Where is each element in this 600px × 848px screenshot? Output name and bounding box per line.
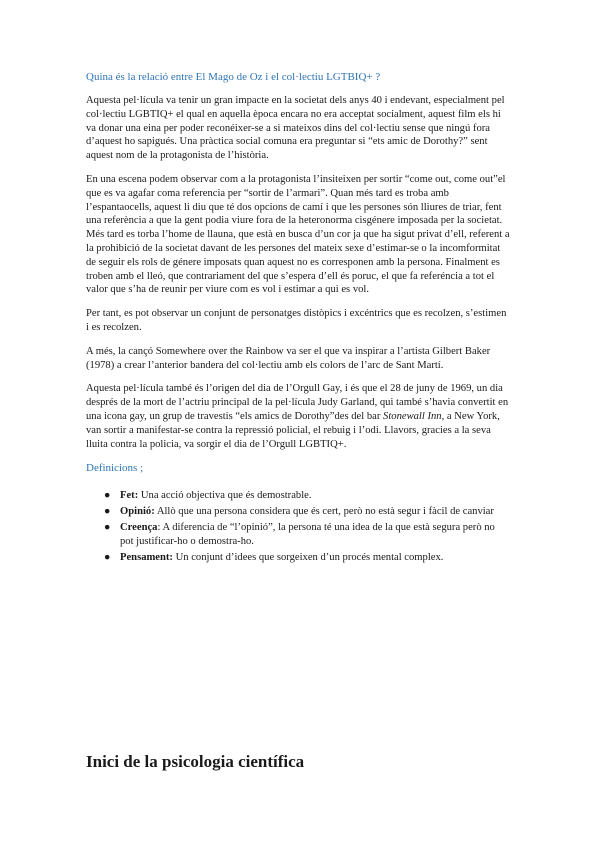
bullet-icon: ● bbox=[104, 490, 111, 502]
bullet-icon: ● bbox=[104, 551, 111, 563]
paragraph-rainbow: A més, la cançó Somewhere over the Rainbow va ser el que va inspirar a l’artista Gilbert Baker (1978) a crear l’anterior bandera del col·lectiu amb els colors de l’arc de Sant Martí. bbox=[86, 345, 491, 371]
bullet-icon: ● bbox=[104, 506, 111, 518]
section-heading: Inici de la psicologia científica bbox=[86, 752, 305, 771]
definition-item-opinio bbox=[86, 505, 511, 519]
pride-text-end: , a New York, van sortir a manifestar-se contra la repressió policial, el rebuig i l’odi. Llavors, gracies a la seva lluita contra la policia, va sorgir el dia de l’Orgull LGBTIQ+. bbox=[86, 410, 500, 450]
definition-text: : A diferencia de “l’opinió”, la persona té una idea de la que està segura però no pot justificar-ho o demostra-ho. bbox=[120, 521, 495, 547]
definition-term: Opinió: bbox=[120, 506, 155, 518]
definitions-title: Definicions ; bbox=[86, 462, 144, 475]
bullet-icon: ● bbox=[104, 521, 111, 533]
paragraph-impact: Aquesta pel·lícula va tenir un gran impacte en la societat dels anys 40 i endevant, especialment pel col·lectiu LGBTIQ+ el qual en aquella època encara no era acceptat socialment, aquest film els hi va donar una eina per poder reconéixer-se a si mateixos dins del col·lectiu sense que ningú fora d’aquest ho sapigués. Una pràctica social comuna era preguntar si “ets amic de Dorothy?” sent aquest nom de la protagonista de l’història. bbox=[86, 95, 505, 162]
document-body bbox=[86, 70, 511, 566]
definition-term: Fet: bbox=[120, 490, 139, 502]
definition-item-pensament bbox=[86, 551, 511, 565]
paragraph-conclusion: Per tant, es pot observar un conjunt de personatges distòpics i excéntrics que es recolzen, s’estimen i es recolzen. bbox=[86, 308, 507, 333]
definitions-list bbox=[86, 489, 511, 564]
pride-text-start: Aquesta pel·lícula també és l’origen del dia de l’Orgull Gay, i és que el 28 de juny de 1969, un dia després de la mort de l’actriu principal de la pel·lícula Judy Garland, qui també s’havia convertit en una icona gay, un grup de travestis “els amics de Dorothy”des del bar bbox=[86, 383, 509, 422]
definition-text: Allò que una persona considera que és cert, però no està segur i fàcil de canviar bbox=[154, 506, 494, 518]
definition-text: Una acció objectiva que és demostrable. bbox=[138, 490, 312, 502]
paragraph-scene: En una escena podem observar com a la protagonista l’insiteixen per sortir “come out, come out”el que es va agafar coma referencia per “sortir de l’armari”. Quan més tard es troba amb l’espantaocells, aquest li diu que té dos opcions de camí i que les persones són lliures de triar, fent una referència a que la gent podia viure fora de la heteronorma cisgénere imposada per la societat. Més tard es torba l’home de llauna, que està en busca d’un cor ja que ha sigut privat d’ell, referent a la prohibició de la societat davant de les persones del mateix sexe d’estimar-se o la incomformitat de seguir els rols de génere imposats quan aquest no es corresponen amb la persona. Finalment es troben amb el lleó, que contrariament del que s’espera d’ell és poruc, el que fa referéncia a tot el valor que s’ha de reunir per viure com es vol i estimar a qui es vol. bbox=[86, 173, 510, 296]
stonewall-inn-name: Stonewall Inn bbox=[383, 410, 442, 422]
definition-term: Pensament: bbox=[120, 551, 173, 563]
definition-text: Un conjunt d’idees que sorgeixen d’un procés mental complex. bbox=[172, 551, 444, 563]
question-heading: Quina és la relació entre El Mago de Oz i el col·lectiu LGTBIQ+ ? bbox=[86, 71, 381, 83]
definition-term: Creença bbox=[120, 521, 158, 533]
paragraph-pride-origin bbox=[86, 382, 511, 451]
definition-item-fet bbox=[86, 489, 511, 503]
definition-item-creenca bbox=[86, 521, 511, 549]
